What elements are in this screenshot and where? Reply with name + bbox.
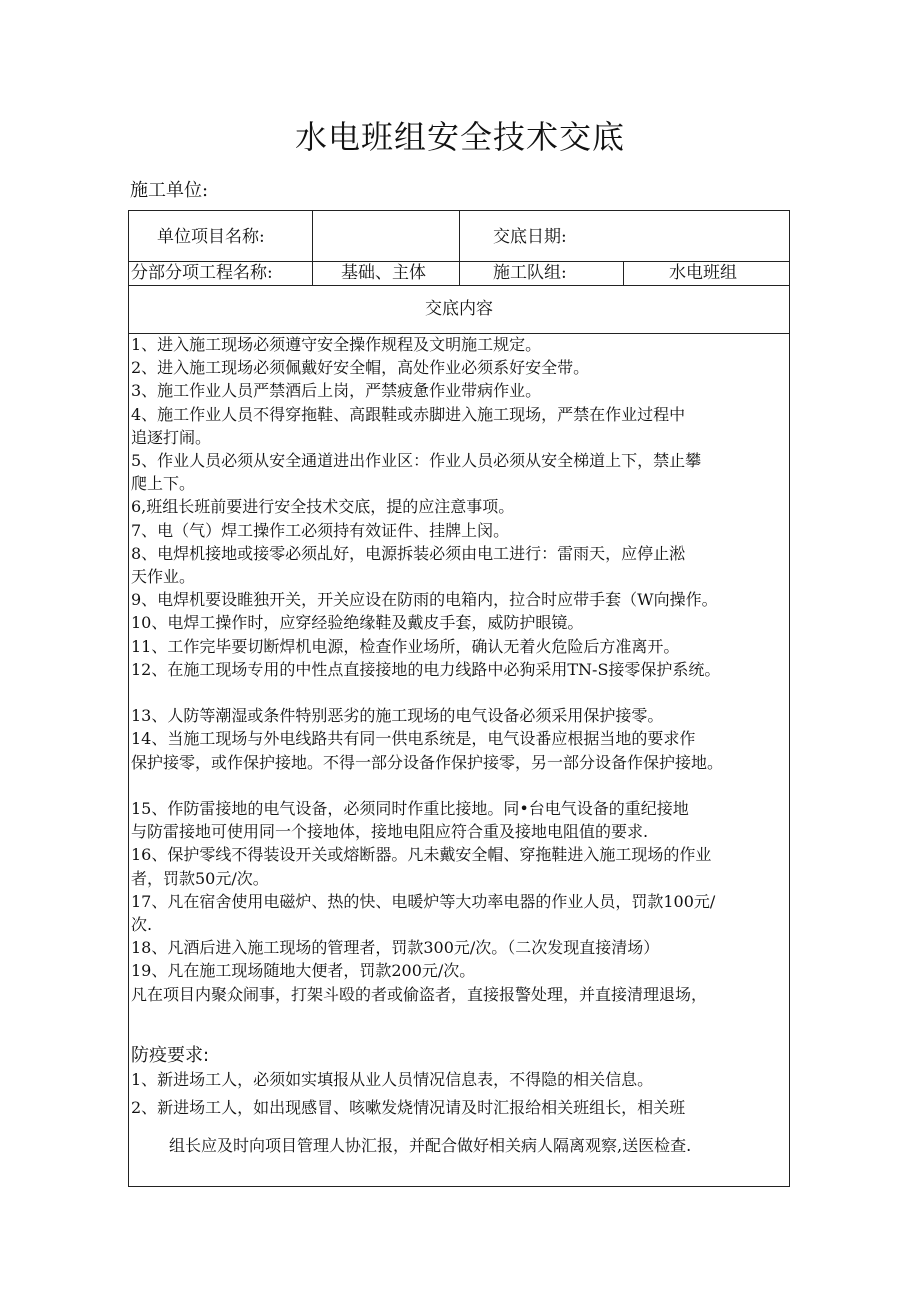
column-divider bbox=[623, 261, 624, 285]
construction-unit-label: 施工单位: bbox=[130, 180, 209, 201]
content-line: 2、进入施工现场必须佩戴好安全帽，高处作业必须系好安全带。 bbox=[131, 358, 590, 378]
content-line: 保护接零，或作保护接地。不得一部分设备作保护接零，另一部分设备作保护接地。 bbox=[131, 752, 724, 772]
subproject-value: 基础、主体 bbox=[341, 263, 426, 283]
content-line: 19、凡在施工现场随地大便者，罚款200元/次。 bbox=[131, 961, 476, 981]
content-line: 1、进入施工现场必须遵守安全操作规程及文明施工规定。 bbox=[131, 335, 542, 354]
content-line: 11、工作完毕要切断焊机电源，检查作业场所，确认无着火危险后方准离开。 bbox=[131, 636, 680, 656]
content-line: 4、施工作业人员不得穿拖鞋、高跟鞋或赤脚进入施工现场，严禁在作业过程中 bbox=[131, 404, 686, 424]
team-label: 施工队组: bbox=[493, 263, 567, 283]
column-divider bbox=[459, 211, 460, 285]
document-title: 水电班组安全技术交底 bbox=[294, 118, 625, 156]
epidemic-line: 2、新进场工人，如出现感冒、咳嗽发烧情况请及时汇报给相关班组长，相关班 bbox=[131, 1097, 686, 1117]
content-line: 6,班组长班前要进行安全技术交底，提的应注意事项。 bbox=[131, 497, 515, 517]
content-line: 10、电焊工操作时，应穿经验绝缘鞋及戴皮手套，威防护眼镜。 bbox=[131, 613, 584, 633]
content-line: 天作业。 bbox=[131, 567, 196, 586]
content-line: 凡在项目内聚众闹事，打架斗殴的者或偷盗者，直接报警处理，并直接清理退场， bbox=[131, 984, 708, 1004]
epidemic-title: 防疫要求: bbox=[131, 1044, 210, 1066]
content-line: 3、施工作业人员严禁酒后上岗，严禁疲惫作业带病作业。 bbox=[131, 381, 542, 401]
content-line: 者，罚款50元/次。 bbox=[131, 868, 269, 888]
content-line: 8、电焊机接地或接零必须乩好，电源拆装必须由电工进行：雷雨天，应停止淞 bbox=[131, 543, 686, 563]
content-line: 17、凡在宿舍使用电磁炉、热的快、电暖炉等大功率电器的作业人员，罚款100元/ bbox=[131, 891, 716, 911]
content-line: 次. bbox=[131, 915, 153, 934]
epidemic-line: 1、新进场工人，必须如实填报从业人员情况信息表，不得隐的相关信息。 bbox=[131, 1069, 654, 1089]
disclosure-table bbox=[128, 210, 790, 1187]
content-heading: 交底内容 bbox=[425, 299, 493, 319]
content-line: 与防雷接地可使用同一个接地体，接地电阻应符合重及接地电阻值的要求. bbox=[131, 822, 649, 842]
content-line: 5、作业人员必须从安全通道进出作业区：作业人员必须从安全梯道上下，禁止攀 bbox=[131, 451, 702, 470]
content-line: 13、人防等潮湿或条件特别恶劣的施工现场的电气设备必须采用保护接零。 bbox=[131, 706, 664, 726]
project-name-label: 单位项目名称: bbox=[157, 227, 265, 247]
content-line: 18、凡酒后进入施工现场的管理者，罚款300元/次。（二次发现直接清场） bbox=[131, 938, 660, 958]
content-line: 14、当施工现场与外电线路共有同一供电系统是，电气设番应根据当地的要求作 bbox=[131, 729, 696, 749]
row-divider bbox=[129, 285, 789, 286]
disclosure-date-label: 交底日期: bbox=[493, 227, 567, 247]
content-line: 爬上下。 bbox=[131, 474, 196, 494]
subproject-label: 分部分项工程名称: bbox=[131, 263, 273, 283]
content-line: 15、作防雷接地的电气设备，必须同时作重比接地。同•台电气设备的重纪接地 bbox=[131, 799, 689, 818]
column-divider bbox=[312, 211, 313, 285]
content-line: 12、在施工现场专用的中性点直接接地的电力线路中必狗采用TN-S接零保护系统。 bbox=[131, 659, 721, 679]
team-value: 水电班组 bbox=[669, 263, 737, 283]
content-line: 7、电（气）焊工操作工必须持有效证件、挂牌上闵。 bbox=[131, 520, 510, 540]
content-line: 追逐打闹。 bbox=[131, 427, 212, 447]
content-line: 16、保护零线不得装设开关或熔断器。凡未戴安全帽、穿拖鞋进入施工现场的作业 bbox=[131, 845, 712, 865]
epidemic-line: 组长应及时向项目管理人协汇报，并配合做好相关病人隔离观察,送医检查. bbox=[169, 1135, 692, 1155]
content-line: 9、电焊机要设睢独开关，开关应设在防雨的电箱内，拉合时应带手套（W向操作。 bbox=[131, 590, 718, 610]
